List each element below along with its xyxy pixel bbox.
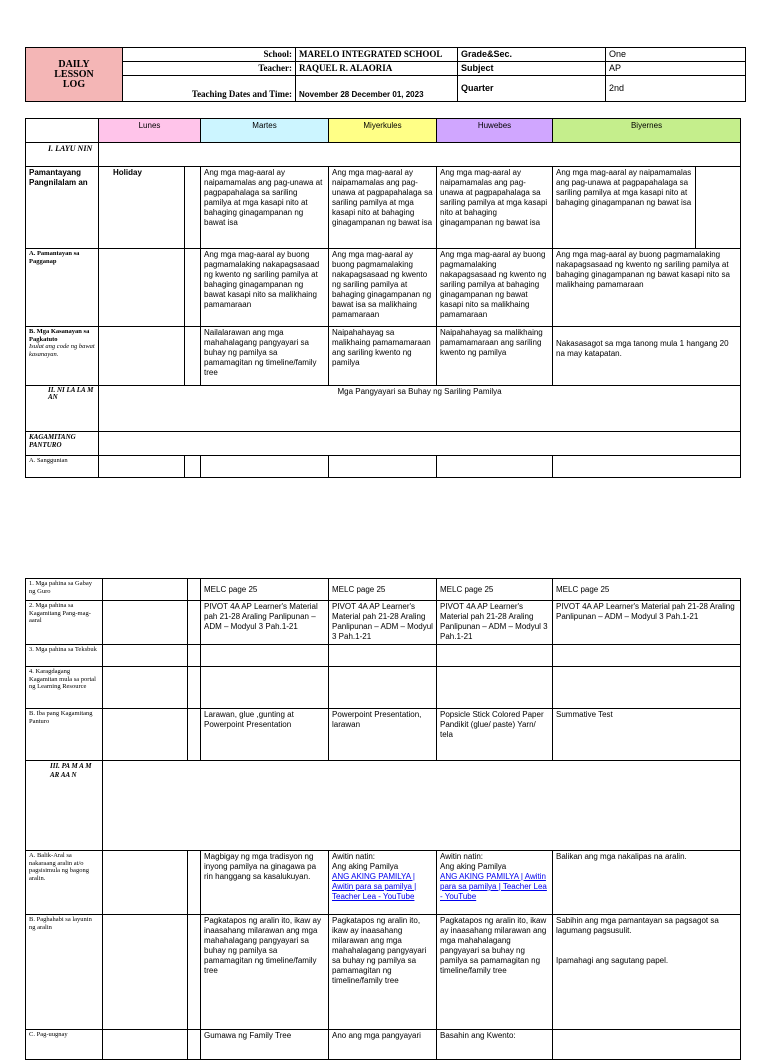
pu-miyerkules: Ano ang mga pangyayari xyxy=(329,1030,437,1060)
empty-cell xyxy=(553,667,741,709)
school-value: MARELO INTEGRATED SCHOOL xyxy=(296,48,458,62)
quarter-label: Quarter xyxy=(458,76,606,102)
spacer-cell xyxy=(188,1030,201,1060)
title-line: LOG xyxy=(62,78,86,90)
spacer-cell xyxy=(185,249,201,327)
pp-martes: Ang mga mag-aaral ay naipamamalas ang pag-unawa at pagpapahalaga sa sariling pamilya at mga kasapi nito at bahaging ginagampanan ng bawat isa xyxy=(201,167,329,249)
pp-label: Pamantayang Pangnilalam an xyxy=(26,167,99,249)
lm-miyerkules: PIVOT 4A AP Learner's Material pah 21-28 Araling Panlipunan – ADM – Modyul 3 Pah.1-21 xyxy=(329,601,437,645)
empty-cell xyxy=(103,1030,188,1060)
gabay-biyernes: MELC page 25 xyxy=(553,579,741,601)
iba-huwebes: Popsicle Stick Colored Paper Pandikit (glue/ paste) Yarn/ tela xyxy=(437,709,553,761)
pg-biyernes: Ang mga mag-aaral ay buong pagmamalaking nakapagsasaad ng kwento ng sariling pamilya at bahaging ginagampanan ng bawat kasapi nito sa malikhaing pamamaraan xyxy=(553,249,741,327)
learning-resource-label: 4. Karagdagang Kagamitan mula sa portal ng Learning Resource xyxy=(26,667,103,709)
pp-huwebes: Ang mga mag-aaral ay naipamamalas ang pag-unawa at pagpapahalaga sa sariling pamilya at mga kasapi nito at bahaging ginagampanan ng bawat isa xyxy=(437,167,553,249)
edge-cell xyxy=(696,167,741,249)
gabay-guro-label: 1. Mga pahina sa Gabay ng Guro xyxy=(26,579,103,601)
nilalaman-label: II. NI LA LA M AN xyxy=(26,386,99,432)
spacer-cell xyxy=(188,645,201,667)
quarter-value: 2nd xyxy=(606,76,746,102)
ks-huwebes: Naipahahayag sa malikhaing pamamamaraan ang sariling kwento ng pamilya xyxy=(437,327,553,386)
gabay-martes: MELC page 25 xyxy=(201,579,329,601)
spacer-cell xyxy=(185,327,201,386)
iba-biyernes: Summative Test xyxy=(553,709,741,761)
pg-huwebes: Ang mga mag-aaral ay buong pagmamalaking nakapagsasaad ng kwento ng sariling pamilya at bahaging ginagampanan ng bawat kasapi nito sa malikhaing pamamaraan xyxy=(437,249,553,327)
empty-cell xyxy=(329,645,437,667)
lm-martes: PIVOT 4A AP Learner's Material pah 21-28 Araling Panlipunan – ADM – Modyul 3 Pah.1-21 xyxy=(201,601,329,645)
empty-cell xyxy=(201,645,329,667)
ph-martes: Pagkatapos ng aralin ito, ikaw ay inaasahang milarawan ang mga mahahalagang pangyayari sa buhay ng pamilya sa pamamagitan ng timeline/family tree xyxy=(201,915,329,1030)
empty-cell xyxy=(103,601,188,645)
holiday-text: Holiday xyxy=(99,167,185,249)
empty-cell xyxy=(329,456,437,478)
subject-value: AP xyxy=(606,62,746,76)
youtube-link[interactable]: ANG AKING PAMILYA | Awitin para sa pamilya | Teacher Lea - YouTube xyxy=(440,872,547,901)
gabay-huwebes: MELC page 25 xyxy=(437,579,553,601)
spacer-cell xyxy=(188,579,201,601)
day-martes: Martes xyxy=(201,119,329,143)
kasanayan-title: B. Mga Kasanayan sa Pagkatuto xyxy=(29,328,90,343)
empty-cell xyxy=(553,456,741,478)
ph-miyerkules: Pagkatapos ng aralin ito, ikaw ay inaasahang milarawan ang mga mahahalagang pangyayari sa buhay ng pamilya sa pamamagitan ng timeline/family tree xyxy=(329,915,437,1030)
kagamitan-row xyxy=(99,432,741,456)
day-miyerkules: Miyerkules xyxy=(329,119,437,143)
empty-cell xyxy=(553,645,741,667)
pamantayan-pagganap-label: A. Pamantayan sa Pagganap xyxy=(26,249,99,327)
ph-huwebes: Pagkatapos ng aralin ito, ikaw ay inaasahang milarawan ang mga mahahalagang pangyayari sa buhay ng pamilya sa pamamagitan ng timeline/family tree xyxy=(437,915,553,1030)
ks-martes: Nailalarawan ang mga mahahalagang pangyayari sa buhay ng pamilya sa pamamagitan ng timeline/family tree xyxy=(201,327,329,386)
grade-value: One xyxy=(606,48,746,62)
empty-cell xyxy=(103,709,188,761)
nilalaman-value: Mga Pangyayari sa Buhay ng Sariling Pamilya xyxy=(99,386,741,432)
grade-label: Grade&Sec. xyxy=(458,48,606,62)
empty-cell xyxy=(437,667,553,709)
title-line: LESSON xyxy=(54,68,94,80)
ph-biyernes-a: Sabihin ang mga pamantayan sa pagsagot sa lagumang pagsusulit. xyxy=(556,916,719,935)
pp-miyerkules: Ang mga mag-aaral ay naipamamalas ang pag-unawa at pagpapahalaga sa sariling pamilya at mga kasapi nito at bahaging ginagampanan ng bawat isa xyxy=(329,167,437,249)
pu-martes: Gumawa ng Family Tree xyxy=(201,1030,329,1060)
pamamaraan-label: III. PA M A M AR AA N xyxy=(26,761,103,851)
song-title: Ang aking Pamilya xyxy=(332,862,399,871)
spacer-cell xyxy=(188,709,201,761)
layunin-row xyxy=(99,143,741,167)
day-lunes: Lunes xyxy=(99,119,201,143)
iba-martes: Larawan, glue ,gunting at Powerpoint Presentation xyxy=(201,709,329,761)
pamamaraan-row xyxy=(103,761,741,851)
sing-label: Awitin natin: xyxy=(440,852,483,861)
pg-martes: Ang mga mag-aaral ay buong pagmamalaking nakapagsasaad ng kwento ng sariling pamilya at bahaging ginagampanan ng bawat kasapi nito sa malikhaing pamamaraan xyxy=(201,249,329,327)
empty-cell xyxy=(99,249,185,327)
ph-biyernes xyxy=(553,915,741,1030)
kasanayan-label xyxy=(26,327,99,386)
ks-miyerkules: Naipahahayag sa malikhaing pamamamaraan ang sariling kwento ng pamilya xyxy=(329,327,437,386)
dll-title xyxy=(26,48,123,102)
dates-value: November 28 December 01, 2023 xyxy=(296,76,458,102)
spacer-cell xyxy=(188,601,201,645)
empty-cell xyxy=(103,915,188,1030)
pg-miyerkules: Ang mga mag-aaral ay buong pagmamalaking nakapagsasaad ng kwento ng sariling pamilya at bahaging ginagampanan ng bawat isa sa malikhaing pamamaraan xyxy=(329,249,437,327)
empty-cell xyxy=(99,456,185,478)
empty-cell xyxy=(437,456,553,478)
subject-label: Subject xyxy=(458,62,606,76)
teacher-label: Teacher: xyxy=(123,62,296,76)
song-title: Ang aking Pamilya xyxy=(440,862,507,871)
empty-cell xyxy=(103,667,188,709)
empty-cell xyxy=(437,645,553,667)
spacer-cell xyxy=(185,167,201,249)
paghahabi-label: B. Paghahabi sa layunin ng aralin xyxy=(26,915,103,1030)
spacer-cell xyxy=(188,667,201,709)
spacer-cell xyxy=(188,915,201,1030)
kagamitan-label: KAGAMITANG PANTURO xyxy=(26,432,99,456)
spacer-cell xyxy=(188,851,201,915)
ba-martes: Magbigay ng mga tradisyon ng inyong pamilya na ginagawa pa rin hanggang sa kasalukuyan. xyxy=(201,851,329,915)
layunin-label: I. LAYU NIN xyxy=(26,143,99,167)
teacher-value: RAQUEL R. ALAORIA xyxy=(296,62,458,76)
ph-biyernes-b: Ipamahagi ang sagutang papel. xyxy=(556,956,669,965)
blank-cell xyxy=(26,119,99,143)
title-line: DAILY xyxy=(58,58,90,70)
school-label: School: xyxy=(123,48,296,62)
sing-label: Awitin natin: xyxy=(332,852,375,861)
day-biyernes: Biyernes xyxy=(553,119,741,143)
lesson-table-1 xyxy=(25,118,741,478)
sanggunian-label: A. Sanggunian xyxy=(26,456,99,478)
kasanayan-note: Isulat ang code ng bawat kasanayan. xyxy=(29,343,95,358)
balik-aral-label: A. Balik-Aral sa nakaraang aralin at/o pagsisimula ng bagong aralin. xyxy=(26,851,103,915)
lm-biyernes: PIVOT 4A AP Learner's Material pah 21-28 Araling Panlipunan – ADM – Modyul 3 Pah.1-21 xyxy=(553,601,741,645)
iba-kagamitan-label: B. Iba pang Kagamitang Panturo xyxy=(26,709,103,761)
kagamitan-mag-aaral-label: 2. Mga pahina sa Kagamitang Pang-mag-aaral xyxy=(26,601,103,645)
gabay-miyerkules: MELC page 25 xyxy=(329,579,437,601)
pu-biyernes xyxy=(553,1030,741,1060)
iba-miyerkules: Powerpoint Presentation, larawan xyxy=(329,709,437,761)
ba-huwebes xyxy=(437,851,553,915)
dates-label: Teaching Dates and Time: xyxy=(123,76,296,102)
empty-cell xyxy=(201,667,329,709)
pu-huwebes: Basahin ang Kwento: xyxy=(437,1030,553,1060)
day-huwebes: Huwebes xyxy=(437,119,553,143)
ba-miyerkules xyxy=(329,851,437,915)
empty-cell xyxy=(103,645,188,667)
pag-uugnay-label: C. Pag-uugnay xyxy=(26,1030,103,1060)
ks-biyernes: Nakasasagot sa mga tanong mula 1 hangang 20 na may katapatan. xyxy=(553,327,741,386)
lesson-table-2 xyxy=(25,578,741,1060)
lm-huwebes: PIVOT 4A AP Learner's Material pah 21-28 Araling Panlipunan – ADM – Modyul 3 Pah.1-21 xyxy=(437,601,553,645)
ba-biyernes: Balikan ang mga nakalipas na aralin. xyxy=(553,851,741,915)
empty-cell xyxy=(329,667,437,709)
youtube-link[interactable]: ANG AKING PAMILYA | Awitin para sa pamilya | Teacher Lea - YouTube xyxy=(332,872,417,901)
empty-cell xyxy=(103,579,188,601)
pp-biyernes: Ang mga mag-aaral ay naipamamalas ang pag-unawa at pagpapahalaga sa sariling pamilya at mga kasapi nito at bahaging ginagampanan ng bawat isa xyxy=(553,167,696,249)
empty-cell xyxy=(99,327,185,386)
header-table xyxy=(25,47,746,102)
teksbuk-label: 3. Mga pahina sa Teksbuk xyxy=(26,645,103,667)
empty-cell xyxy=(201,456,329,478)
empty-cell xyxy=(103,851,188,915)
spacer-cell xyxy=(185,456,201,478)
